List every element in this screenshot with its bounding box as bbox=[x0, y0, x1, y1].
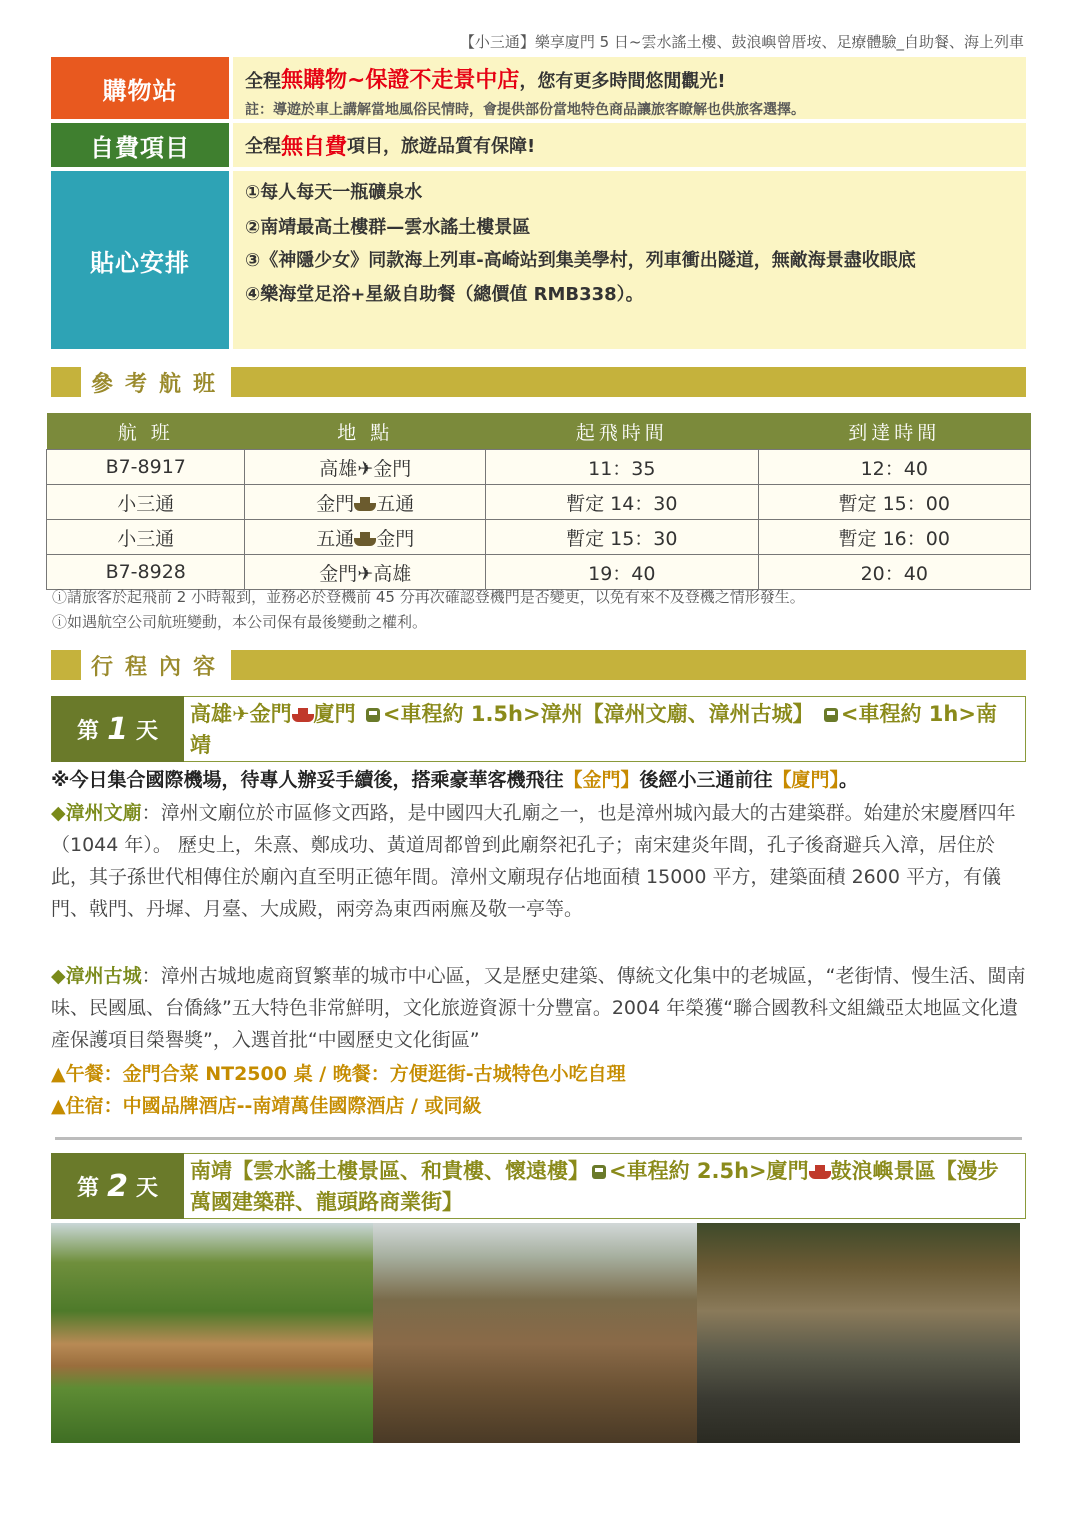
plane-icon: ✈ bbox=[357, 457, 374, 480]
flight-table bbox=[46, 413, 1031, 590]
day1-intro-mid: 後經小三通前往 bbox=[639, 769, 773, 791]
day1-title-a: 高雄✈金門 bbox=[190, 702, 292, 726]
departure-cell: 暫定 14：30 bbox=[486, 485, 758, 520]
plane-icon: ✈ bbox=[357, 562, 374, 585]
day1-hotel: ▲住宿：中國品牌酒店--南靖萬佳國際酒店 / 或同級 bbox=[51, 1095, 482, 1117]
section-square bbox=[51, 650, 81, 680]
day1-label bbox=[51, 696, 184, 762]
to-place: 金門 bbox=[376, 527, 415, 550]
day1-title-b: 廈門 bbox=[313, 702, 356, 726]
col-arrival-header: 到達時間 bbox=[758, 413, 1030, 450]
ship-icon bbox=[292, 708, 314, 722]
arrangement-item: ③《神隱少女》同款海上列車-高崎站到集美學村，列車衝出隧道，無敵海景盡收眼底 bbox=[245, 250, 916, 271]
day1-header bbox=[51, 696, 1026, 762]
bus-icon bbox=[824, 708, 838, 722]
day2-title-c: 鼓浪嶼景區【漫步萬國建築群、龍頭路商業街】 bbox=[190, 1159, 999, 1214]
optional-highlight: 無自費 bbox=[281, 134, 348, 160]
day2-title-a: 南靖【雲水謠土樓景區、和貴樓、懷遠樓】 bbox=[190, 1159, 589, 1183]
flights-section-header bbox=[51, 367, 1026, 397]
itinerary-section-title: 行程內容 bbox=[91, 654, 228, 680]
day-number: 1 bbox=[107, 711, 128, 747]
spot-name: ◆漳州文廟 bbox=[51, 802, 142, 824]
ship-icon bbox=[354, 497, 376, 511]
col-departure-header: 起飛時間 bbox=[486, 413, 758, 450]
shopping-note: 註：導遊於車上講解當地風俗民情時，會提供部份當地特色商品讓旅客瞭解也供旅客選擇。 bbox=[245, 102, 805, 118]
flight-cell: 小三通 bbox=[47, 520, 245, 555]
to-place: 高雄 bbox=[373, 562, 412, 585]
day2-label bbox=[51, 1153, 184, 1219]
itinerary-section-header bbox=[51, 650, 1026, 680]
flight-cell: 小三通 bbox=[47, 485, 245, 520]
day1-title-d: <車程約 1h>南靖 bbox=[190, 702, 997, 757]
tulou-photo-3 bbox=[697, 1223, 1020, 1443]
from-place: 金門 bbox=[316, 492, 355, 515]
day1-title bbox=[184, 696, 1026, 762]
shopping-pre: 全程 bbox=[245, 71, 281, 92]
ship-icon bbox=[354, 532, 376, 546]
spot-zhangzhou-temple bbox=[51, 797, 1026, 925]
to-place: 金門 bbox=[373, 457, 412, 480]
table-row bbox=[47, 555, 1031, 590]
spot-description: ：漳州文廟位於市區修文西路，是中國四大孔廟之一，也是漳州城內最大的古建築群。始建於宋慶曆四年（1044 年）。 歷史上，朱熹、鄭成功、黃道周都曾到此廟祭祀孔子；南宋建炎年間，孔子後裔避兵入漳，居住於此，其子孫世代相傳住於廟內直至明正德年間。漳州文廟現存佔地面積 15000 平方，建築面積 2600 平方，有儀門、戟門、丹墀、月臺、大成殿，兩旁為東西兩廡及敬一亭等。 bbox=[51, 802, 1016, 920]
day1-intro bbox=[51, 764, 1026, 796]
table-row bbox=[47, 450, 1031, 485]
arrival-cell: 暫定 15：00 bbox=[758, 485, 1030, 520]
table-row bbox=[47, 485, 1031, 520]
arrangements-row bbox=[51, 171, 1026, 349]
spot-name: ◆漳州古城 bbox=[51, 965, 142, 987]
arrangements-content bbox=[233, 171, 1026, 349]
table-row bbox=[47, 520, 1031, 555]
col-place-header: 地 點 bbox=[245, 413, 486, 450]
day1-intro-post: 。 bbox=[839, 769, 859, 791]
from-place: 五通 bbox=[316, 527, 355, 550]
optional-row bbox=[51, 123, 1026, 167]
from-place: 金門 bbox=[319, 562, 358, 585]
tulou-photo-2 bbox=[373, 1223, 697, 1443]
optional-content bbox=[233, 123, 1026, 167]
flight-note-text: 如遇航空公司航班變動，本公司保有最後變動之權利。 bbox=[67, 613, 428, 631]
flight-note-text: 請旅客於起飛前 2 小時報到，並務必於登機前 45 分再次確認登機門是否變更，以免有來不及登機之情形發生。 bbox=[67, 588, 805, 606]
optional-post: 項目，旅遊品質有保障! bbox=[347, 136, 536, 157]
day2-title-b: <車程約 2.5h>廈門 bbox=[609, 1159, 809, 1183]
spot-zhangzhou-oldtown bbox=[51, 960, 1026, 1056]
day-prefix: 第 bbox=[77, 1175, 100, 1201]
day-number: 2 bbox=[107, 1168, 128, 1204]
flights-section-title: 參考航班 bbox=[91, 371, 228, 397]
day1-intro-highlight: 【金門】 bbox=[563, 769, 640, 791]
day-prefix: 第 bbox=[77, 718, 100, 744]
day1-intro-highlight: 【廈門】 bbox=[772, 769, 840, 791]
tulou-photo-1 bbox=[51, 1223, 373, 1443]
shopping-content bbox=[233, 57, 1026, 119]
section-bar bbox=[231, 367, 1026, 397]
place-cell bbox=[245, 555, 486, 590]
day2-header bbox=[51, 1153, 1026, 1219]
document-header-title: 【小三通】樂享廈門 5 日~雲水謠土樓、鼓浪嶼曾厝垵、足療體驗_自助餐、海上列車 bbox=[459, 33, 1024, 51]
arrival-cell: 12：40 bbox=[758, 450, 1030, 485]
section-bar bbox=[231, 650, 1026, 680]
day1-meal: ▲午餐：金門合菜 NT2500 桌 / 晚餐：方便逛街-古城特色小吃自理 bbox=[51, 1063, 626, 1085]
flight-note bbox=[52, 586, 805, 607]
col-flight-header: 航 班 bbox=[47, 413, 245, 450]
shopping-post: ，您有更多時間悠閒觀光! bbox=[519, 71, 726, 92]
day-suffix: 天 bbox=[135, 1175, 158, 1201]
section-square bbox=[51, 367, 81, 397]
flight-note bbox=[52, 611, 427, 632]
shopping-label: 購物站 bbox=[51, 57, 229, 119]
optional-label: 自費項目 bbox=[51, 123, 229, 167]
arrangement-item: ④樂海堂足浴+星級自助餐（總價值 RMB338）。 bbox=[245, 284, 644, 305]
day2-title bbox=[184, 1153, 1026, 1219]
day1-intro-pre: ※今日集合國際機場，待專人辦妥手續後，搭乘豪華客機飛往 bbox=[51, 769, 564, 791]
arrangement-item: ②南靖最高土樓群—雲水謠土樓景區 bbox=[245, 217, 531, 238]
info-icon: ⓘ bbox=[52, 613, 68, 631]
bus-icon bbox=[592, 1165, 606, 1179]
ship-icon bbox=[809, 1165, 831, 1179]
to-place: 五通 bbox=[376, 492, 415, 515]
flight-cell: B7-8917 bbox=[47, 450, 245, 485]
arrangements-label: 貼心安排 bbox=[51, 171, 229, 349]
day1-title-c: <車程約 1.5h>漳州【漳州文廟、漳州古城】 bbox=[382, 702, 814, 726]
optional-pre: 全程 bbox=[245, 136, 281, 157]
shopping-highlight: 無購物~保證不走景中店 bbox=[281, 68, 520, 93]
departure-cell: 19：40 bbox=[486, 555, 758, 590]
place-cell bbox=[245, 450, 486, 485]
place-cell bbox=[245, 520, 486, 555]
place-cell bbox=[245, 485, 486, 520]
arrangement-item: ①每人每天一瓶礦泉水 bbox=[245, 182, 423, 203]
bus-icon bbox=[366, 708, 380, 722]
from-place: 高雄 bbox=[319, 457, 358, 480]
departure-cell: 11：35 bbox=[486, 450, 758, 485]
info-icon: ⓘ bbox=[52, 588, 68, 606]
day-suffix: 天 bbox=[135, 718, 158, 744]
shopping-row bbox=[51, 57, 1026, 119]
arrival-cell: 暫定 16：00 bbox=[758, 520, 1030, 555]
departure-cell: 暫定 15：30 bbox=[486, 520, 758, 555]
arrival-cell: 20：40 bbox=[758, 555, 1030, 590]
flight-cell: B7-8928 bbox=[47, 555, 245, 590]
spot-description: ：漳州古城地處商貿繁華的城市中心區，又是歷史建築、傳統文化集中的老城區，“老街情、慢生活、閩南味、民國風、台僑緣”五大特色非常鮮明，文化旅遊資源十分豐富。2004 年榮獲“聯合國教科文組織亞太地區文化遺產保護項目榮譽獎”，入選首批“中國歷史文化街區” bbox=[51, 965, 1026, 1051]
divider bbox=[55, 1137, 1022, 1140]
